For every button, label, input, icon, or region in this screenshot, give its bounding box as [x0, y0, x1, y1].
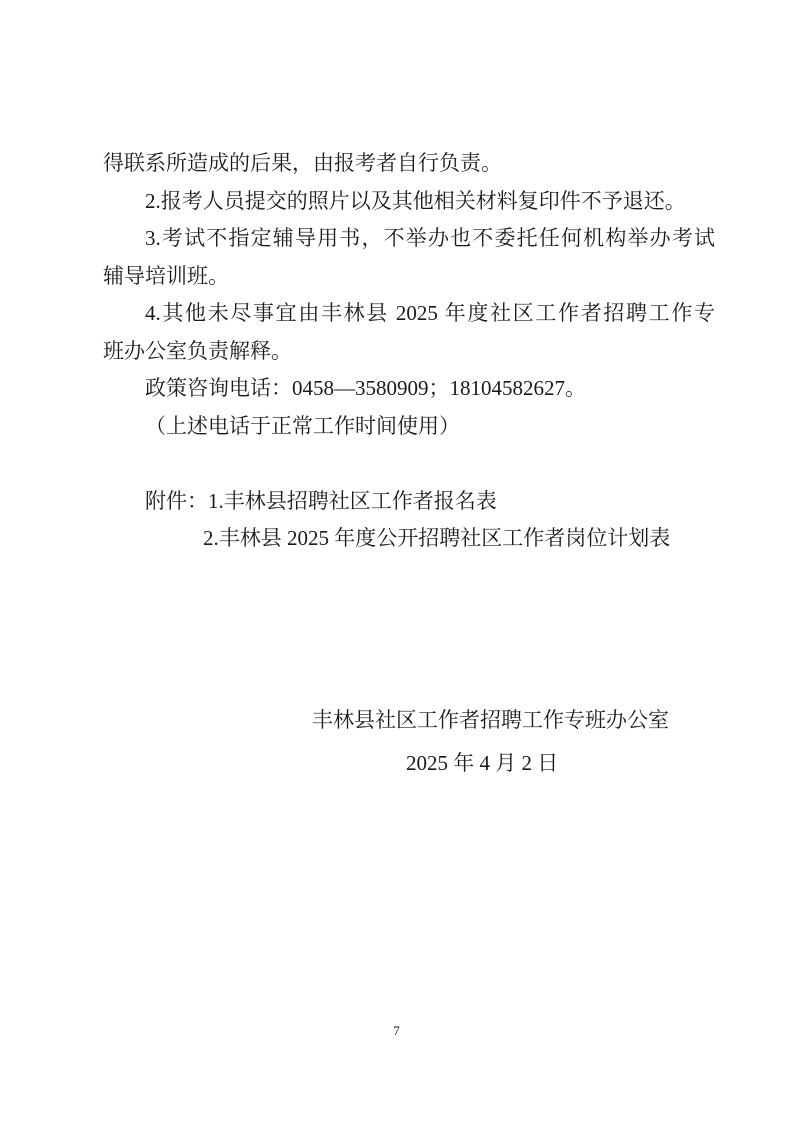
body-line: 3.考试不指定辅导用书，不举办也不委托任何机构举办考试: [145, 226, 715, 250]
contact-phone-line: 政策咨询电话：0458—3580909；18104582627。: [145, 376, 586, 400]
attachment-line: 2.丰林县 2025 年度公开招聘社区工作者岗位计划表: [203, 526, 671, 550]
signature-date: 2025 年 4 月 2 日: [406, 751, 559, 775]
body-line: 4.其他未尽事宜由丰林县 2025 年度社区工作者招聘工作专: [145, 301, 715, 325]
body-line: 2.报考人员提交的照片以及其他相关材料复印件不予退还。: [145, 188, 686, 213]
body-line: 班办公室负责解释。: [103, 338, 292, 363]
document-body: [103, 145, 715, 558]
page-number: 7: [393, 1023, 400, 1038]
body-line: 得联系所造成的后果，由报考者自行负责。: [103, 151, 502, 175]
body-line: 辅导培训班。: [103, 263, 229, 288]
attachment-line: 附件：1.丰林县招聘社区工作者报名表: [145, 488, 497, 513]
signature-org: 丰林县社区工作者招聘工作专班办公室: [312, 708, 669, 732]
phone-note-line: （上述电话于正常工作时间使用）: [145, 413, 460, 438]
